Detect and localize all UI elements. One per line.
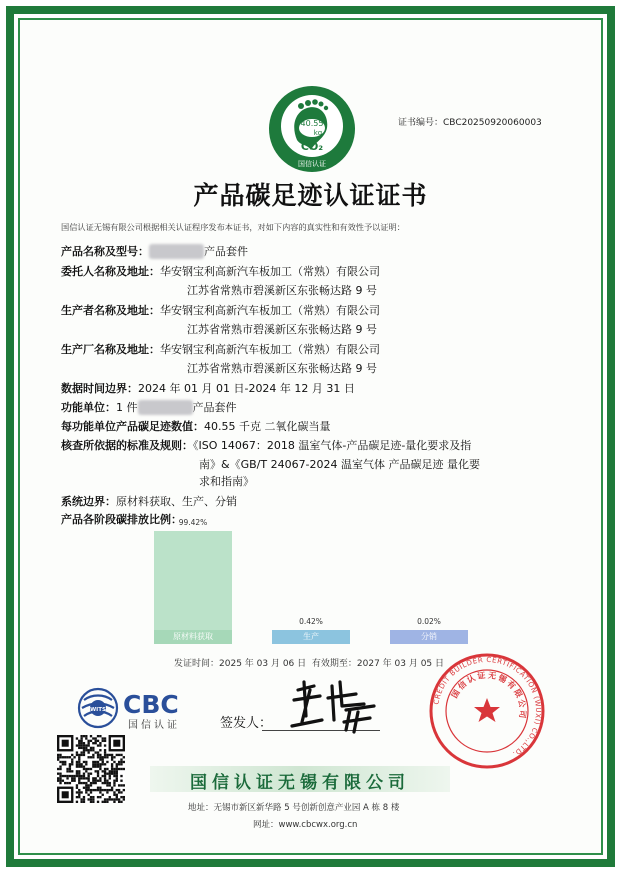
chart-category-label: 分销 <box>390 630 468 644</box>
boundary-row <box>61 494 237 509</box>
cbc-logo-subtitle: 国信认证 <box>128 720 180 731</box>
seal-gas: CO₂ <box>300 140 324 153</box>
organization-name: 国信认证无锡有限公司 <box>190 773 410 793</box>
chart-category-label: 原材料获取 <box>154 630 232 644</box>
handwritten-signature <box>284 676 384 736</box>
producer-row <box>61 303 380 318</box>
certificate-number-label: 证书编号： <box>398 118 444 128</box>
certificate-intro: 国信认证无锡有限公司根据相关认证程序发布本证书，对如下内容的真实性和有效性予以证明： <box>61 222 405 232</box>
validity-dates <box>174 656 444 669</box>
functional-unit-obscured <box>138 400 193 415</box>
chart-category-label: 生产 <box>272 630 350 644</box>
stamp-text-cn: 国信认证无锡有限公司 <box>449 670 528 721</box>
factory-address: 江苏省常熟市碧溪新区东张畅达路 9 号 <box>187 362 377 375</box>
certificate-number-value: CBC20250920060003 <box>443 118 542 128</box>
certificate-title: 产品碳足迹认证证书 <box>193 181 428 210</box>
seal-value: 40.55 <box>300 119 324 128</box>
producer-label: 生产者名称及地址： <box>61 304 160 317</box>
functional-unit-prefix: 1 件 <box>116 401 138 414</box>
period-label: 数据时间边界： <box>61 382 138 395</box>
standard-line-3: 求和指南》 <box>199 475 254 488</box>
product-obscured <box>149 244 204 259</box>
signer-label: 签发人： <box>220 716 273 731</box>
seal-unit: kg <box>313 129 323 137</box>
cbc-logo <box>76 684 216 734</box>
boundary-label: 系统边界： <box>61 495 116 508</box>
standard-line-2: 南》&《GB/T 24067-2024 温室气体 产品碳足迹 量化要 <box>199 458 481 471</box>
product-label: 产品名称及型号： <box>61 245 149 258</box>
ratio-label: 产品各阶段碳排放比例： <box>61 513 182 526</box>
organization-address: 地址：无锡市新区新华路 5 号创新创意产业园 A 栋 8 楼 <box>188 803 400 813</box>
expire-date: 2027 年 03 月 05 日 <box>356 659 445 669</box>
expire-date-label: 有效期至： <box>311 659 357 669</box>
chart-bar-1 <box>154 531 232 630</box>
standard-line-1: 《ISO 14067：2018 温室气体-产品碳足迹-量化要求及指 <box>193 439 472 452</box>
footprint-value: 40.55 千克 二氧化碳当量 <box>204 420 331 433</box>
carbon-footprint-seal <box>267 84 357 174</box>
factory-name: 华安钢宝利高新汽车板加工（常熟）有限公司 <box>160 343 380 356</box>
product-row <box>61 244 248 259</box>
functional-unit-row <box>61 400 237 415</box>
producer-name: 华安钢宝利高新汽车板加工（常熟）有限公司 <box>160 304 380 317</box>
period-value: 2024 年 01 月 01 日-2024 年 12 月 31 日 <box>138 382 355 395</box>
organization-website[interactable]: 网址：www.cbcwx.org.cn <box>253 820 358 830</box>
chart-value-label: 0.42% <box>299 616 323 626</box>
cbc-logo-badge: WITS <box>90 707 106 713</box>
cbc-logo-text: CBC <box>123 690 179 719</box>
chart-value-label: 0.02% <box>417 616 441 626</box>
qr-code[interactable] <box>57 735 125 803</box>
emission-ratio-chart <box>140 512 480 672</box>
chart-value-label: 99.42% <box>178 517 208 527</box>
client-address: 江苏省常熟市碧溪新区东张畅达路 9 号 <box>187 284 377 297</box>
seal-org-text: 国信认证 <box>298 160 326 168</box>
functional-unit-label: 功能单位： <box>61 401 116 414</box>
producer-address: 江苏省常熟市碧溪新区东张畅达路 9 号 <box>187 323 377 336</box>
client-label: 委托人名称及地址： <box>61 265 160 278</box>
client-name: 华安钢宝利高新汽车板加工（常熟）有限公司 <box>160 265 380 278</box>
client-row <box>61 264 380 279</box>
boundary-value: 原材料获取、生产、分销 <box>116 495 237 508</box>
functional-unit-suffix: 产品套件 <box>192 401 237 414</box>
issue-date-label: 发证时间： <box>174 659 220 669</box>
official-red-stamp <box>428 652 546 770</box>
factory-row <box>61 342 380 357</box>
stamp-text-en: CREDIT BUILDER CERTIFICATION (WUXI) CO.,LTD. <box>432 655 543 759</box>
standard-row <box>61 438 471 453</box>
period-row <box>61 381 355 396</box>
certificate-number <box>398 115 542 128</box>
standard-label: 核查所依据的标准及规则： <box>61 439 193 452</box>
footprint-row <box>61 419 330 434</box>
footprint-label: 每功能单位产品碳足迹数值： <box>61 420 204 433</box>
factory-label: 生产厂名称及地址： <box>61 343 160 356</box>
issue-date: 2025 年 03 月 06 日 <box>219 659 307 669</box>
product-value: 产品套件 <box>204 245 248 258</box>
